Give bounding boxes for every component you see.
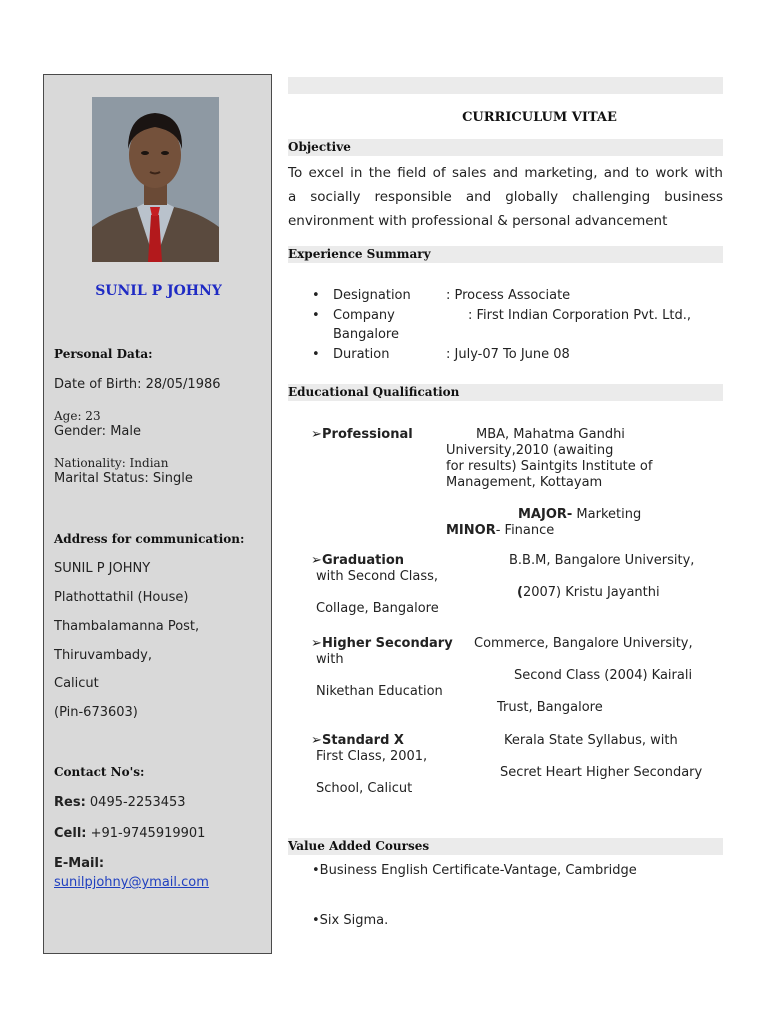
designation-label: Designation — [333, 288, 411, 303]
objective-text — [288, 161, 723, 233]
education-detail: Nikethan Education — [316, 684, 443, 699]
gender: Gender: Male — [54, 424, 141, 439]
arrow-icon: ➢ — [311, 636, 322, 651]
minor-line — [446, 523, 554, 539]
contact-heading: Contact No's: — [54, 765, 145, 779]
education-detail: for results) Saintgits Institute of — [446, 459, 653, 474]
professional-label: Professional — [322, 427, 413, 442]
education-detail: First Class, 2001, — [316, 749, 428, 764]
cell-label: Cell: — [54, 826, 87, 841]
education-detail: B.B.M, Bangalore University, — [509, 553, 695, 568]
education-heading: Educational Qualification — [288, 384, 723, 401]
objective-line: a socially responsible and globally challenging business — [288, 189, 723, 205]
objective-line: environment with professional & personal advancement — [288, 213, 668, 229]
course-item: •Six Sigma. — [312, 913, 389, 928]
designation-value: : Process Associate — [446, 288, 571, 303]
cell-value: +91-9745919901 — [90, 826, 206, 841]
arrow-icon: ➢ — [311, 427, 322, 442]
arrow-icon: ➢ — [311, 733, 322, 748]
education-detail: University,2010 (awaiting — [446, 443, 614, 458]
education-detail: School, Calicut — [316, 781, 413, 796]
address-line: SUNIL P JOHNY — [54, 561, 151, 576]
education-detail — [517, 585, 660, 601]
major-label: MAJOR- — [518, 507, 573, 522]
minor-label: MINOR — [446, 523, 496, 538]
higher-secondary-label: Higher Secondary — [322, 636, 453, 651]
paren: ( — [517, 585, 523, 600]
sidebar — [43, 74, 272, 954]
duration-value: : July-07 To June 08 — [446, 347, 570, 362]
address-line: Thambalamanna Post, — [54, 619, 200, 634]
address-line: (Pin-673603) — [54, 705, 138, 720]
education-detail: with Second Class, — [316, 569, 439, 584]
date-of-birth: Date of Birth: 28/05/1986 — [54, 377, 221, 392]
address-line: Calicut — [54, 676, 99, 691]
minor-value: - Finance — [495, 523, 555, 538]
arrow-icon: ➢ — [311, 553, 322, 568]
education-detail: with — [316, 652, 344, 667]
age: Age: 23 — [54, 409, 101, 423]
course-item: •Business English Certificate-Vantage, Cambridge — [312, 863, 637, 878]
objective-heading: Objective — [288, 139, 723, 156]
graduation-label: Graduation — [322, 553, 405, 568]
bullet-icon: • — [312, 288, 320, 303]
bullet-icon: • — [312, 308, 320, 323]
education-detail: Second Class (2004) Kairali — [514, 668, 693, 683]
address-line: Thiruvambady, — [54, 648, 152, 663]
marital-status: Marital Status: Single — [54, 471, 193, 486]
document-title: CURRICULUM VITAE — [462, 110, 617, 125]
objective-line: To excel in the field of sales and marketing, and to work with — [288, 165, 723, 181]
candidate-name: SUNIL P JOHNY — [95, 283, 222, 299]
bullet-icon: • — [312, 347, 320, 362]
address-line: Plathottathil (House) — [54, 590, 189, 605]
major-value: Marketing — [572, 507, 642, 522]
education-detail: Commerce, Bangalore University, — [474, 636, 693, 651]
education-detail: Trust, Bangalore — [497, 700, 603, 715]
education-detail: Management, Kottayam — [446, 475, 603, 490]
address-heading: Address for communication: — [54, 532, 245, 546]
education-detail: Kerala State Syllabus, with — [504, 733, 678, 748]
company-label: Company — [333, 308, 395, 323]
res-value: 0495-2253453 — [89, 795, 186, 810]
standard-x-label: Standard X — [322, 733, 404, 748]
major-line — [518, 507, 641, 523]
education-detail: MBA, Mahatma Gandhi — [476, 427, 625, 442]
residence-phone — [54, 795, 186, 810]
top-bar — [288, 77, 723, 94]
education-detail-text: 2007) Kristu Jayanthi — [522, 585, 660, 600]
profile-photo — [92, 97, 219, 262]
education-detail: Secret Heart Higher Secondary — [500, 765, 703, 780]
personal-data-heading: Personal Data: — [54, 347, 153, 361]
email-label: E-Mail: — [54, 856, 105, 871]
duration-label: Duration — [333, 347, 390, 362]
courses-heading: Value Added Courses — [288, 838, 723, 855]
company-value: : First Indian Corporation Pvt. Ltd., — [468, 308, 691, 323]
cell-phone — [54, 826, 205, 841]
company-city: Bangalore — [333, 327, 399, 342]
nationality: Nationality: Indian — [54, 456, 169, 470]
res-label: Res: — [54, 795, 86, 810]
experience-heading: Experience Summary — [288, 246, 723, 263]
email-link[interactable]: sunilpjohny@ymail.com — [54, 875, 209, 890]
education-detail: Collage, Bangalore — [316, 601, 439, 616]
